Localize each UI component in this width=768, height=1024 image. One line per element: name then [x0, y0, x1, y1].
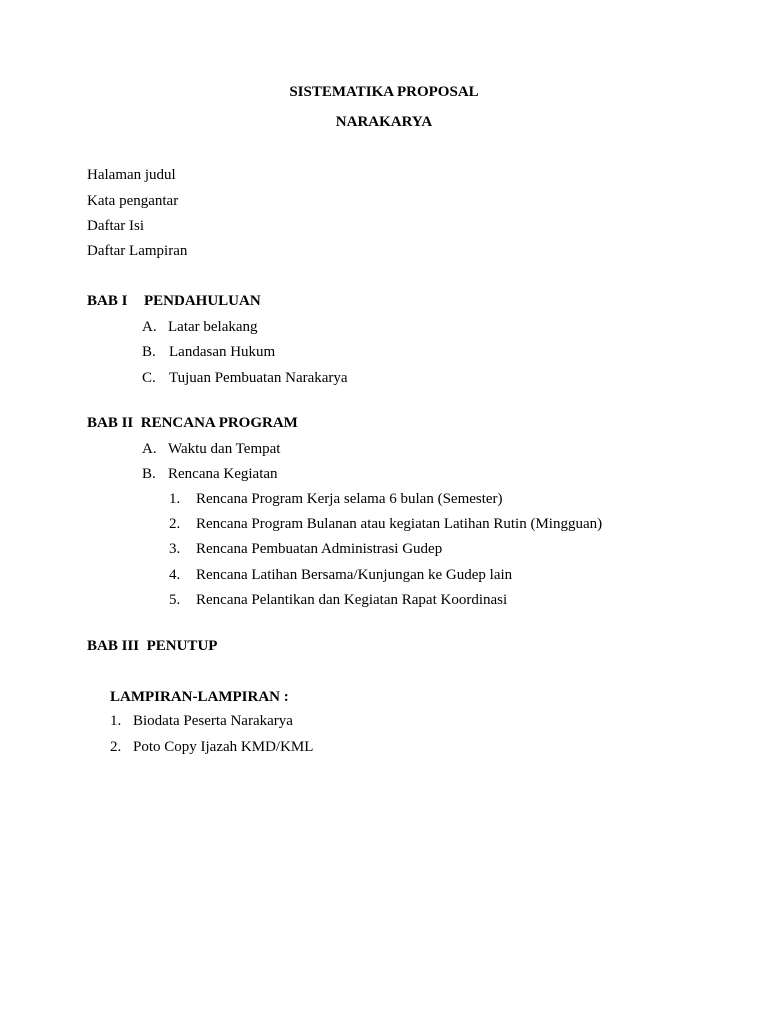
list-marker: B. [142, 466, 156, 482]
sublist-marker: 3. [169, 541, 181, 557]
bab1-label: BAB I [87, 293, 128, 309]
sublist-marker: 5. [169, 592, 181, 608]
bab2-heading: BAB II RENCANA PROGRAM [87, 415, 298, 431]
list-marker: C. [142, 370, 156, 386]
prelim-item: Daftar Lampiran [87, 243, 188, 259]
list-item: Biodata Peserta Narakarya [133, 713, 293, 729]
list-item: Latar belakang [168, 319, 258, 335]
document-title: SISTEMATIKA PROPOSAL [289, 84, 479, 100]
list-marker: 1. [110, 713, 122, 729]
list-item: Tujuan Pembuatan Narakarya [169, 370, 348, 386]
list-item: Waktu dan Tempat [168, 441, 281, 457]
list-item: Rencana Kegiatan [168, 466, 278, 482]
sublist-marker: 4. [169, 567, 181, 583]
sublist-marker: 2. [169, 516, 181, 532]
list-marker: A. [142, 441, 157, 457]
list-marker: B. [142, 344, 156, 360]
document-subtitle: NARAKARYA [335, 114, 433, 130]
list-item: Poto Copy Ijazah KMD/KML [133, 739, 314, 755]
prelim-item: Kata pengantar [87, 193, 179, 209]
bab1-title: PENDAHULUAN [144, 293, 261, 309]
list-marker: A. [142, 319, 157, 335]
sublist-item: Rencana Program Bulanan atau kegiatan Latihan Rutin (Mingguan) [196, 516, 603, 532]
sublist-item: Rencana Program Kerja selama 6 bulan (Semester) [196, 491, 503, 507]
list-marker: 2. [110, 739, 122, 755]
lampiran-heading: LAMPIRAN-LAMPIRAN : [110, 689, 289, 705]
prelim-item: Halaman judul [87, 167, 176, 183]
sublist-item: Rencana Latihan Bersama/Kunjungan ke Gudep lain [196, 567, 513, 583]
sublist-item: Rencana Pelantikan dan Kegiatan Rapat Koordinasi [196, 592, 508, 608]
prelim-item: Daftar Isi [87, 218, 145, 234]
sublist-item: Rencana Pembuatan Administrasi Gudep [196, 541, 443, 557]
list-item: Landasan Hukum [169, 344, 276, 360]
bab3-heading: BAB III PENUTUP [87, 638, 218, 654]
sublist-marker: 1. [169, 491, 181, 507]
